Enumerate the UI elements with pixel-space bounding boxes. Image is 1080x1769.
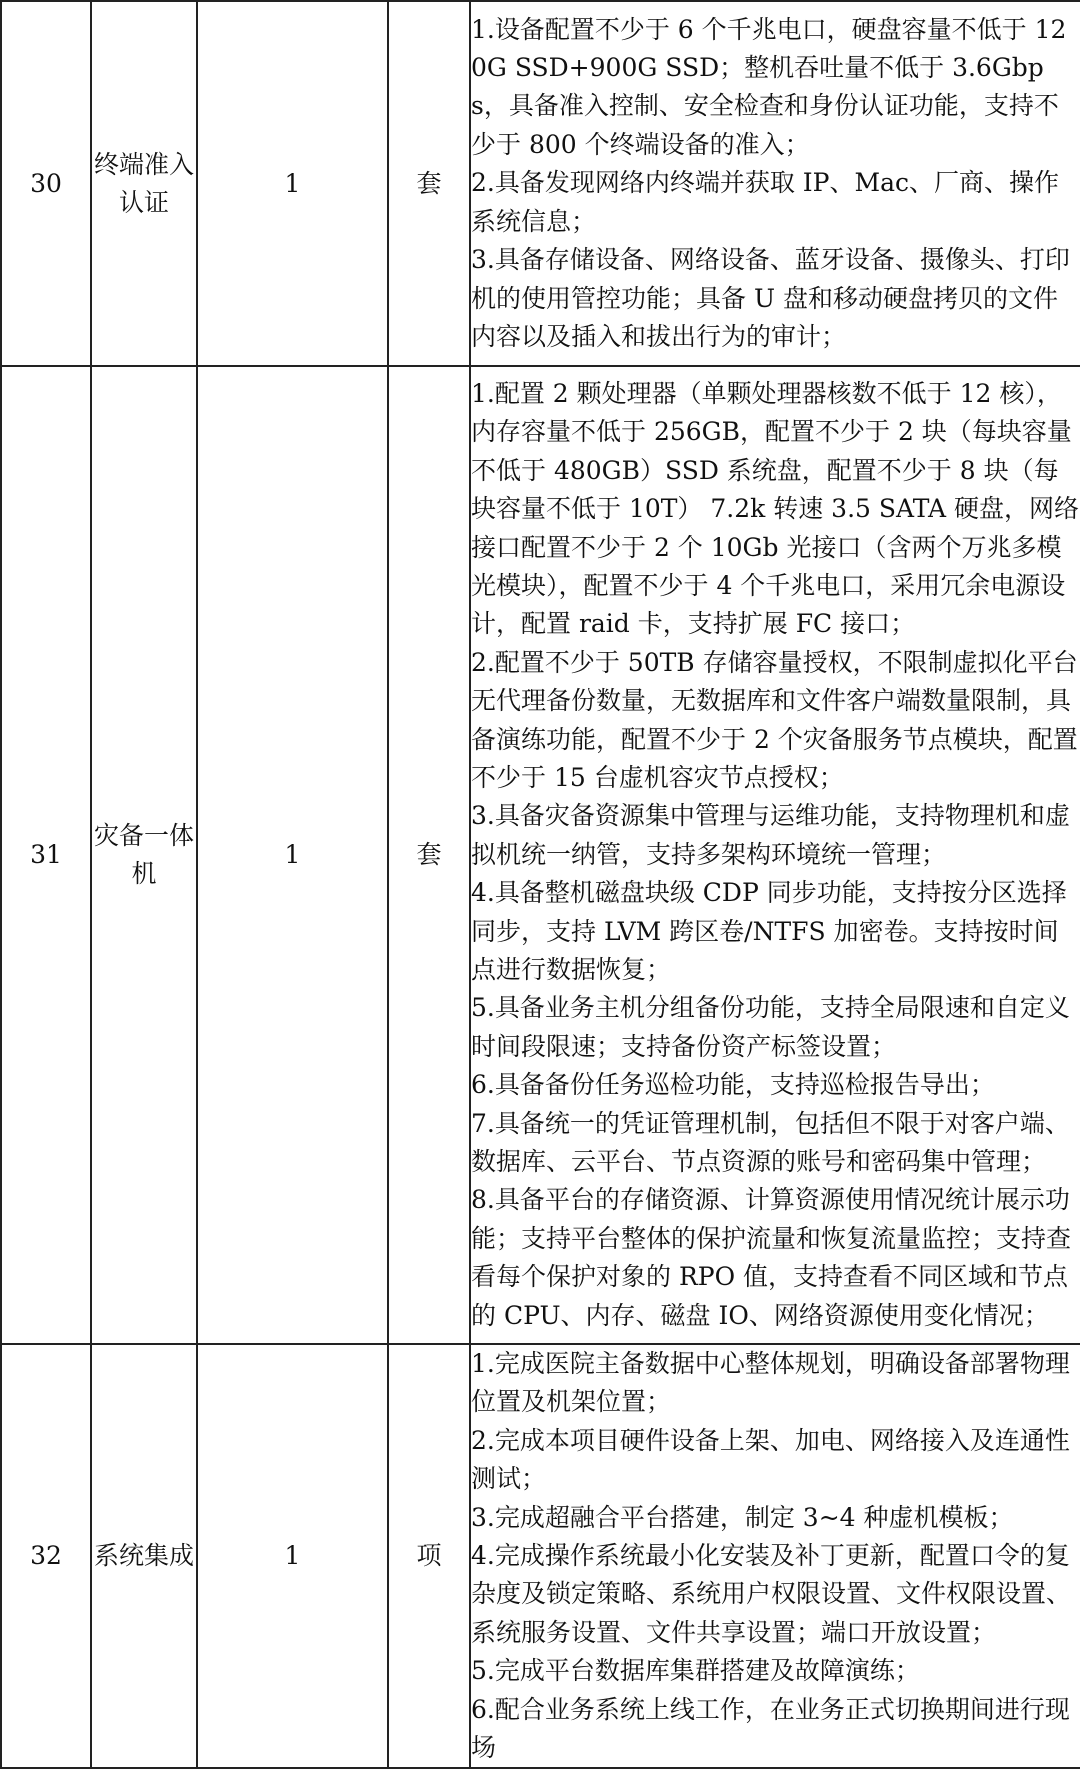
requirements bbox=[470, 366, 1080, 1344]
unit: 套 bbox=[388, 366, 470, 1344]
requirement-line: 1.配置 2 颗处理器（单颗处理器核数不低于 12 核），内存容量不低于 256GB，配置不少于 2 块（每块容量不低于 480GB）SSD 系统盘，配置不少于 8 块（每块容量不低于 10T） 7.2k 转速 3.5 SATA 硬盘，网络接口配置不少于 2 个 10Gb 光接口（含两个万兆多模光模块），配置不少于 4 个千兆电口，采用冗余电源设计，配置 raid 卡，支持扩展 FC 接口； bbox=[471, 378, 1080, 639]
quantity: 1 bbox=[197, 366, 388, 1344]
requirement-line: 3.具备灾备资源集中管理与运维功能，支持物理机和虚拟机统一纳管，支持多架构环境统一管理； bbox=[471, 801, 1070, 869]
table-row bbox=[1, 1, 1080, 366]
requirement-line: 8.具备平台的存储资源、计算资源使用情况统计展示功能；支持平台整体的保护流量和恢复流量监控；支持查看每个保护对象的 RPO 值，支持查看不同区域和节点的 CPU、内存、磁盘 IO、网络资源使用变化情况； bbox=[471, 1185, 1072, 1330]
requirement-line: 1.完成医院主备数据中心整体规划，明确设备部署物理位置及机架位置； bbox=[471, 1349, 1070, 1417]
requirements bbox=[470, 1344, 1080, 1768]
quantity: 1 bbox=[197, 1, 388, 366]
table-row bbox=[1, 366, 1080, 1344]
requirement-line: 3.完成超融合平台搭建，制定 3~4 种虚机模板； bbox=[471, 1502, 1014, 1532]
requirement-line: 6.配合业务系统上线工作，在业务正式切换期间进行现场 bbox=[471, 1694, 1070, 1763]
item-name: 终端准入认证 bbox=[91, 1, 197, 366]
unit: 套 bbox=[388, 1, 470, 366]
requirement-line: 7.具备统一的凭证管理机制，包括但不限于对客户端、数据库、云平台、节点资源的账号和密码集中管理； bbox=[471, 1108, 1070, 1177]
item-name: 系统集成 bbox=[91, 1344, 197, 1768]
requirement-line: 5.具备业务主机分组备份功能，支持全局限速和自定义时间段限速；支持备份资产标签设置； bbox=[471, 993, 1070, 1061]
requirement-line: 4.具备整机磁盘块级 CDP 同步功能，支持按分区选择同步，支持 LVM 跨区卷/NTFS 加密卷。支持按时间点进行数据恢复； bbox=[471, 878, 1067, 985]
requirement-line: 2.配置不少于 50TB 存储容量授权，不限制虚拟化平台无代理备份数量，无数据库和文件客户端数量限制，具备演练功能，配置不少于 2 个灾备服务节点模块，配置不少于 15 台虚机容灾节点授权； bbox=[471, 647, 1078, 792]
quantity: 1 bbox=[197, 1344, 388, 1768]
requirement-line: 4.完成操作系统最小化安装及补丁更新，配置口令的复杂度及锁定策略、系统用户权限设置、文件权限设置、系统服务设置、文件共享设置；端口开放设置； bbox=[471, 1541, 1072, 1647]
row-number: 31 bbox=[1, 366, 91, 1344]
row-number: 30 bbox=[1, 1, 91, 366]
requirement-line: 6.具备备份任务巡检功能，支持巡检报告导出； bbox=[471, 1070, 995, 1100]
row-number: 32 bbox=[1, 1344, 91, 1768]
requirement-line: 3.具备存储设备、网络设备、蓝牙设备、摄像头、打印机的使用管控功能；具备 U 盘和移动硬盘拷贝的文件内容以及插入和拔出行为的审计； bbox=[471, 245, 1070, 351]
table-row bbox=[1, 1344, 1080, 1768]
unit: 项 bbox=[388, 1344, 470, 1768]
requirement-line: 2.具备发现网络内终端并获取 IP、Mac、厂商、操作系统信息； bbox=[471, 168, 1060, 236]
item-name: 灾备一体机 bbox=[91, 366, 197, 1344]
requirement-line: 2.完成本项目硬件设备上架、加电、网络接入及连通性测试； bbox=[471, 1425, 1070, 1494]
requirement-line: 5.完成平台数据库集群搭建及故障演练； bbox=[471, 1656, 920, 1686]
requirement-line: 1.设备配置不少于 6 个千兆电口，硬盘容量不低于 120G SSD+900G SSD；整机吞吐量不低于 3.6Gbps，具备准入控制、安全检查和身份认证功能，支持不少于 800 个终端设备的准入； bbox=[471, 14, 1067, 159]
requirements bbox=[470, 1, 1080, 366]
